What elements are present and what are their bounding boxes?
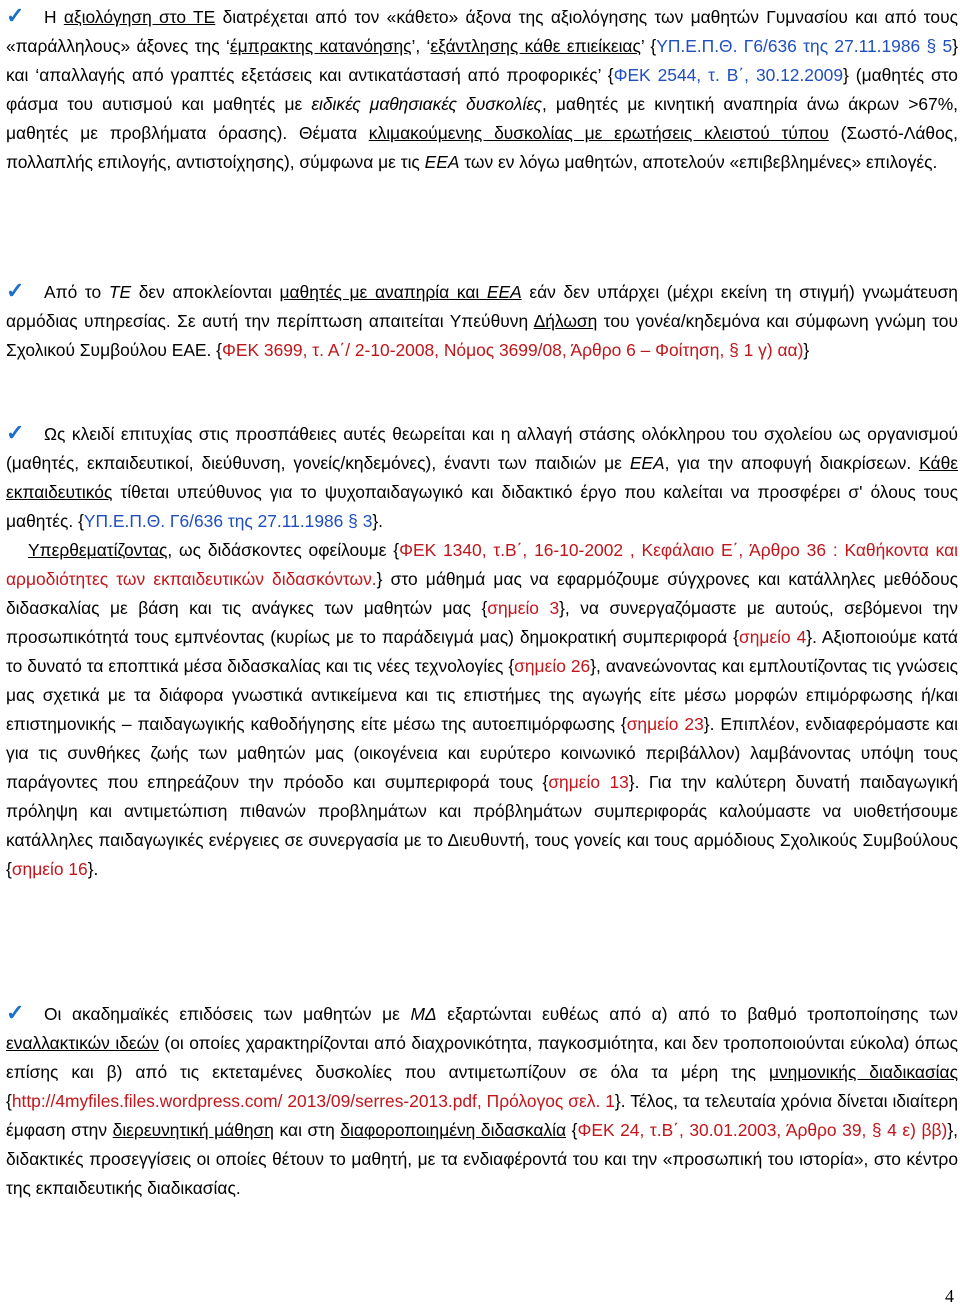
reference: σημείο 13 xyxy=(548,772,629,792)
reference: ΦΕΚ 24, τ.Β΄, 30.01.2003, Άρθρο 39, xyxy=(577,1120,872,1140)
reference: σημείο 3 xyxy=(487,598,560,618)
reference: σημείο 26 xyxy=(514,656,591,676)
section-symbol: § xyxy=(348,511,363,531)
reference: ΦΕΚ 2544, τ. Β΄, 30.12.2009 xyxy=(613,65,843,85)
italic-term: ΤΕ xyxy=(108,282,132,302)
paragraph-2: ✓ Από το ΤΕ δεν αποκλείονται μαθητές με αναπηρία και ΕΕΑ εάν δεν υπάρχει (μέχρι εκείνη τη στιγμή) γνωμάτευση αρμόδιας υπηρεσίας. Σε αυτή την περίπτωση απαιτείται Υπεύθυνη Δήλωση του γονέα/κηδεμόνα και σύμφωνη γνώμη του Σχολικού Συμβούλου ΕΑΕ. {ΦΕΚ 3699, τ. Α΄/ 2-10-2008, Νόμος 3699/08, Άρθρο 6 – Φοίτηση, § 1 γ) αα)} xyxy=(6,278,958,360)
underlined-term: διαφοροποιημένη διδασκαλία xyxy=(340,1120,567,1140)
italic-term: ΕΕΑ xyxy=(629,453,665,473)
underlined-term: αξιολόγηση στο ΤΕ xyxy=(63,7,216,27)
underlined-term: ΕΕΑ xyxy=(486,282,522,302)
reference: ΥΠ.Ε.Π.Θ. Γ6/636 της 27.11.1986 xyxy=(656,36,927,56)
reference-link[interactable]: http://4myfiles.files.wordpress.com/ 2013/09/serres-2013.pdf, Πρόλογος σελ. 1 xyxy=(11,1091,615,1111)
paragraph-4: ✓ Οι ακαδημαϊκές επιδόσεις των μαθητών με ΜΔ εξαρτώνται ευθέως από α) από το βαθμό τροποποίησης των εναλλακτικών ιδεών (οι οποίες χαρακτηρίζονται από διαχρονικότητα, παγκοσμιότητα, και δεν τροποποιούνται εύκολα) όπως επίσης και β) από τις εκτεταμένες δυσκολίες που αντιμετωπίζουν σε όλα τα μέρη της μνημονικής διαδικασίας {http://4myfiles.files.wordpress.com/ 2013/09/serres-2013.pdf, Πρόλογος σελ. 1}. Τέλος, τα τελευταία χρόνια δίνεται ιδιαίτερη έμφαση στην διερευνητική μάθηση και στη διαφοροποιημένη διδασκαλία {ΦΕΚ 24, τ.Β΄, 30.01.2003, Άρθρο 39, § 4 ε) ββ)}, διδακτικές προσεγγίσεις οι οποίες θέτουν το μαθητή, με τα ενδιαφέροντά του και την «προσωπική του ιστορία», στο κέντρο της εκπαιδευτικής διαδικασίας. xyxy=(6,1000,958,1198)
check-mark-icon: ✓ xyxy=(6,420,25,445)
reference: ΦΕΚ 1340, τ.Β΄, 16-10-2002 , Κεφάλαιο Ε΄, Άρθρο 36 : Καθήκοντα και αρμοδιότητες των εκπαιδευτικών διδασκόντων. xyxy=(6,540,959,589)
underlined-term: εξάντλησης κάθε επιείκειας xyxy=(430,36,641,56)
underlined-term: κλιμακούμενης δυσκολίας με ερωτήσεις κλειστού τύπου xyxy=(368,123,829,143)
reference: σημείο 4 xyxy=(738,627,807,647)
section-symbol: § xyxy=(729,340,744,360)
underlined-term: έμπρακτης κατανόησης xyxy=(229,36,412,56)
page-number: 4 xyxy=(945,1286,954,1306)
reference: ΥΠ.Ε.Π.Θ. Γ6/636 της 27.11.1986 xyxy=(83,511,349,531)
paragraph-1: ✓ Η αξιολόγηση στο ΤΕ διατρέχεται από τον «κάθετο» άξονα της αξιολόγησης των μαθητών Γυμνασίου και από τους «παράλληλους» άξονες της ‘έμπρακτης κατανόησης’, ‘εξάντλησης κάθε επιείκειας’ {ΥΠ.Ε.Π.Θ. Γ6/636 της 27.11.1986 § 5} και ‘απαλλαγής από γραπτές εξετάσεις και αντικατάστασή από προφορικές’ {ΦΕΚ 2544, τ. Β΄, 30.12.2009} (μαθητές στο φάσμα του αυτισμού και μαθητές με ειδικές μαθησιακές δυσκολίες, μαθητές με κινητική αναπηρία άνω άκρων >67%, μαθητές με προβλήματα όρασης). Θέματα κλιμακούμενης δυσκολίας με ερωτήσεις κλειστού τύπου (Σωστό-Λάθος, πολλαπλής επιλογής, αντιστοίχησης), σύμφωνα με τις ΕΕΑ των εν λόγω μαθητών, αποτελούν «επιβεβλημένες» επιλογές. xyxy=(6,3,958,172)
underlined-term: Δήλωση xyxy=(533,311,598,331)
underlined-term: μαθητές με αναπηρία και xyxy=(279,282,487,302)
section-symbol: § xyxy=(871,1120,888,1140)
underlined-term: διερευνητική μάθηση xyxy=(112,1120,274,1140)
underlined-term: Κάθε εκπαιδευτικός xyxy=(6,453,958,502)
check-mark-icon: ✓ xyxy=(6,3,25,28)
italic-term: ΕΕΑ xyxy=(424,152,460,172)
reference: ΦΕΚ 3699, τ. Α΄/ 2-10-2008, Νόμος 3699/08, Άρθρο 6 – Φοίτηση, xyxy=(222,340,730,360)
reference: σημείο 23 xyxy=(626,714,704,734)
check-mark-icon: ✓ xyxy=(6,1000,25,1025)
underlined-term: εναλλακτικών ιδεών xyxy=(6,1033,159,1053)
underlined-term: Υπερθεματίζοντας xyxy=(28,540,168,560)
section-symbol: § xyxy=(926,36,943,56)
italic-term: ΜΔ xyxy=(410,1004,437,1024)
reference: σημείο 16 xyxy=(11,859,88,879)
paragraph-3: ✓ Ως κλειδί επιτυχίας στις προσπάθειες αυτές θεωρείται και η αλλαγή στάσης ολόκληρου του σχολείου ως οργανισμού (μαθητές, εκπαιδευτικοί, διεύθυνση, γονείς/κηδεμόνες), έναντι των παιδιών με ΕΕΑ, για την αποφυγή διακρίσεων. Κάθε εκπαιδευτικός τίθεται υπεύθυνος για το ψυχοπαιδαγωγικό και διδακτικό έργο που καλείται να προσφέρει σ' όλους τους μαθητές. {ΥΠ.Ε.Π.Θ. Γ6/636 της 27.11.1986 § 3}. Υπερθεματίζοντας, ως διδάσκοντες οφείλουμε {ΦΕΚ 1340, τ.Β΄, 16-10-2002 , Κεφάλαιο Ε΄, Άρθρο 36 : Καθήκοντα και αρμοδιότητες των εκπαιδευτικών διδασκόντων.} στο μάθημά μας να εφαρμόζουμε σύγχρονες και κατάλληλες μεθόδους διδασκαλίας με βάση και τις ανάγκες των μαθητών μας {σημείο 3}, να συνεργαζόμαστε με αυτούς, σεβόμενοι την προσωπικότητά τους εμπνέοντας (κυρίως με το παράδειγμά μας) δημοκρατική συμπεριφορά {σημείο 4}. Αξιοποιούμε κατά το δυνατό τα εποπτικά μέσα διδασκαλίας και τις νέες τεχνολογίες {σημείο 26}, ανανεώνοντας και εμπλουτίζοντας τις γνώσεις μας σχετικά με τα διάφορα γνωστικά αντικείμενα και τις επιστήμες της αγωγής είτε μέσω μορφών επιμόρφωσης ή/και επιστημονικής – παιδαγωγικής καθοδήγησης είτε μέσω της αυτοεπιμόρφωσης {σημείο 23}. Επιπλέον, ενδιαφερόμαστε και για τις συνθήκες ζωής των μαθητών μας (οικογένεια και ευρύτερο κοινωνικό περιβάλλον) λαμβάνοντας υπόψη τους παράγοντες που επηρεάζουν την πρόοδο και συμπεριφορά τους {σημείο 13}. Για την καλύτερη δυνατή παιδαγωγική πρόληψη και αντιμετώπιση πιθανών προβλημάτων και πρόβλημάτων συμπεριφοράς καλούμαστε να υιοθετήσουμε κατάλληλες παιδαγωγικές ενέργειες σε συνεργασία με το Διευθυντή, τους γονείς και τους αρμόδιους Σχολικούς Συμβούλους {σημείο 16}. xyxy=(6,420,959,879)
italic-term: ειδικές μαθησιακές δυσκολίες xyxy=(311,94,542,114)
check-mark-icon: ✓ xyxy=(6,278,25,303)
underlined-term: μνημονικής διαδικασίας xyxy=(768,1062,958,1082)
